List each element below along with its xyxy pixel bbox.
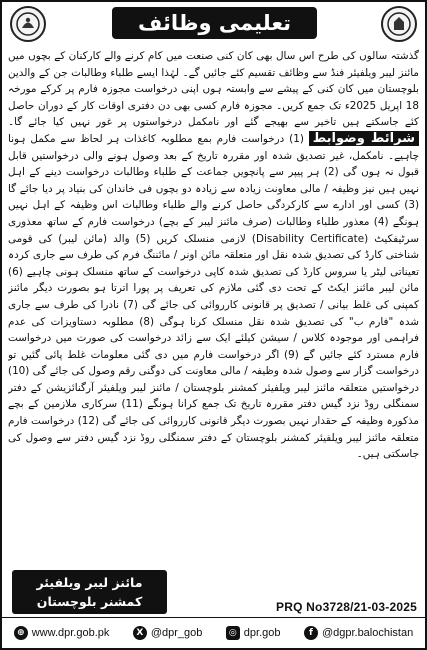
globe-icon: ⊕ bbox=[14, 626, 28, 640]
social-bar bbox=[2, 617, 425, 648]
advertisement-body bbox=[8, 48, 419, 538]
issuer-line-1: مائنز لیبر ویلفیئر bbox=[36, 575, 143, 590]
facebook-label: @dgpr.balochistan bbox=[321, 627, 414, 639]
footer bbox=[2, 542, 425, 618]
instagram-icon: ◎ bbox=[226, 626, 240, 640]
issuer-block bbox=[12, 570, 167, 614]
x-twitter-icon: X bbox=[133, 626, 147, 640]
balochistan-seal-logo bbox=[381, 6, 417, 42]
intro-paragraph: گذشتہ سالوں کی طرح اس سال بھی کان کنی صنعت میں کام کرنے والے کارکنان کے بچوں میں مائنز لیبر ویلفیئر فنڈ سے وظائف تقسیم کئے جائیں گے۔ لہٰذا ایسے طلباء وطالبات جن کے والدین بلوچستان میں کان کنی کے پیشے سے وابستہ ہوں اپنی درخواست مجوزہ فارم پر کرکے مورخہ 18 اپریل 2025ء تک جمع کریں۔ مجوزہ فارم کسی بھی دن دفتری اوقات کار کے دوران حاصل کئے جاسکتے ہیں تاخیر سے بھیجے گئے اور نامکمل درخواستوں پر غور نہیں کیا جائے گا۔ bbox=[8, 50, 419, 129]
header bbox=[2, 2, 425, 46]
twitter-link[interactable] bbox=[133, 626, 203, 640]
prq-number: PRQ No3728/21-03-2025 bbox=[276, 600, 417, 614]
website-link[interactable] bbox=[14, 626, 110, 640]
government-emblem-logo bbox=[10, 6, 46, 42]
facebook-link[interactable] bbox=[304, 626, 413, 640]
twitter-label: @dpr_gob bbox=[150, 627, 203, 639]
instagram-label: dpr.gob bbox=[243, 627, 281, 639]
website-label: www.dpr.gob.pk bbox=[31, 627, 110, 639]
instagram-link[interactable] bbox=[226, 626, 281, 640]
rules-text: (1) درخواست فارم بمع مطلوبہ کاغذات ہر لحاظ سے مکمل ہونا چاہیے۔ نامکمل، غیر تصدیق شدہ اور مقررہ تاریخ کے بعد وصول ہونے والی درخواستیں قابل قبول نہ ہوں گی (2) ہر پیپر سے پانچویں جماعت کے طلباء وطالبات درخواست دینے کے اہل نہیں ہیں نیز وظیفہ / مالی معاونت زیادہ سے زیادہ دو بچوں فی خاندان کی بنیاد پر دیا جائے گا (3) کسی اور ادارے سے کارکردگی حاصل کرنے والے طلباء وطالبات اس وظیفہ کے اہل نہیں ہونگے (4) معذور طلباء وطالبات (صرف مائنز لیبر کے بچے) درخواست فارم کے ساتھ معذوری سرٹیفکیٹ (Disability Certificate) لازمی منسلک کریں (5) والد (مائن لیبر) کی قومی شناختی کارڈ کی تصدیق شدہ نقل اور متعلقہ مائن اونر / مائننگ فرم کی طرف سے جاری کردہ تعیناتی لیٹر یا سروس کارڈ کی تصدیق شدہ کاپی درخواست کے ساتھ منسلک ہونی چاہیے (6) مائن لیبر مائنز ایکٹ کے تحت دی گئی ملازم کی تعریف پر پورا اترتا ہو بصورت دیگر مائنز کمپنی کی غلط بیانی / تصدیق پر قانونی کارروائی کی جائے گی (7) نادرا کی طرف سے جاری شدہ "فارم ب" کی تصدیق شدہ نقل منسلک کرنا ہوگی (8) مطلوبہ دستاویزات کی عدم فراہمی اور موجودہ کلاس / سیشن کیلئے ایک سے زائد درخواست کی صورت میں درخواست فارم مسترد کئے جائیں گے (9) اگر درخواست فارم میں دی گئی معلومات غلط پائی گئیں تو درخواست گزار سے وصول شدہ وظیفہ / مالی معاونت کی دوگنی رقم وصول کی جائے گی (10) درخواستیں متعلقہ مائنز لیبر ویلفیئر کمشنر بلوچستان / مائنز لیبر ویلفیئر آرگنائزیشن کے دفتر سمنگلی روڈ نزد گیس دفتر مقررہ تاریخ تک جمع کرانا ہونگے (11) سرکاری ملازمین کے بچے مذکورہ وظیفہ کے حقدار نہیں بصورت دیگر قانونی کارروائی کی جائے گی (12) درخواست فارم متعلقہ مائنز لیبر ویلفیئر کمشنر بلوچستان کے دفتر سمنگلی روڈ نزد گیس دفتر سے وصول کی جاسکتی ہیں۔ bbox=[8, 132, 419, 461]
seal-icon bbox=[386, 11, 412, 37]
issuer-line-2: کمشنر بلوچستان bbox=[36, 594, 143, 609]
emblem-icon bbox=[15, 11, 41, 37]
facebook-icon: f bbox=[304, 626, 318, 640]
rules-heading: شرائط وضوابط bbox=[309, 131, 419, 146]
page-title: تعلیمی وظائف bbox=[112, 7, 317, 39]
